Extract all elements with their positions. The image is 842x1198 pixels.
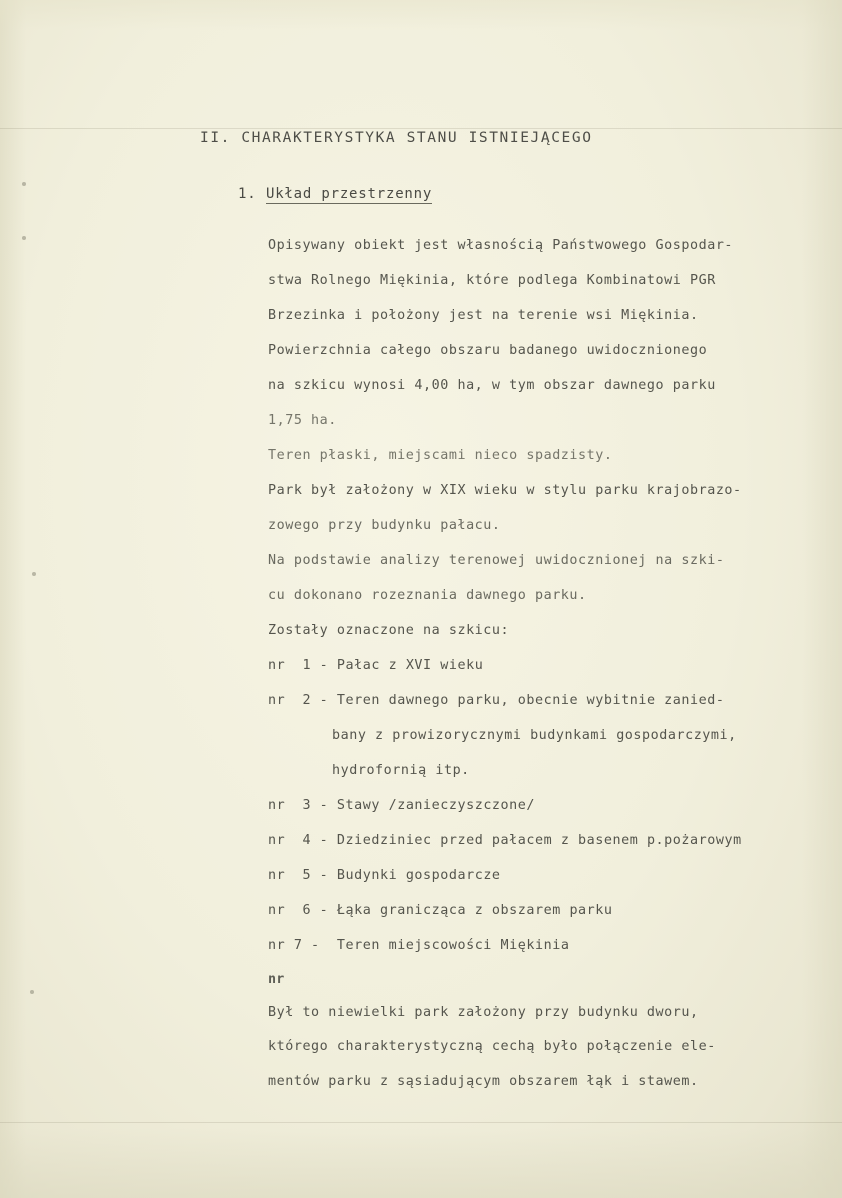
list-item [268,683,828,718]
list-item-marker: nr 5 - [268,868,329,883]
paragraph-line: Na podstawie analizy terenowej uwidocznionej na szki- [268,553,725,568]
list-item-text: Pałac z XVI wieku [336,658,484,673]
page-title-text: II. CHARAKTERYSTYKA STANU ISTNIEJĄCEGO [200,130,593,146]
paragraph-line: Teren płaski, miejscami nieco spadzisty. [268,448,613,463]
paragraph-line: Brzezinka i położony jest na terenie wsi Miękinia. [268,308,699,323]
list-item-text: Budynki gospodarcze [336,868,501,883]
list-item-marker: nr 4 - [268,833,329,848]
paragraph-line: stwa Rolnego Miękinia, które podlega Kombinatowi PGR [268,273,716,288]
closing-line: mentów parku z sąsiadującym obszarem łąk i stawem. [268,1074,699,1089]
closing-line: Był to niewielki park założony przy budynku dworu, [268,1005,699,1020]
list-item-marker: nr 3 - [268,798,329,813]
page-title [200,130,593,146]
list-item [268,858,828,893]
paragraph-line: Opisywany obiekt jest własnością Państwowego Gospodar- [268,238,734,253]
body-text [268,228,828,1099]
list-item-text: Dziedziniec przed pałacem z basenem p.pożarowym [336,833,742,848]
paragraph-line: Park był założony w XIX wieku w stylu parku krajobrazo- [268,483,742,498]
paragraph-line: Powierzchnia całego obszaru badanego uwidocznionego [268,343,708,358]
list-item [268,823,828,858]
list-item-text: Łąka granicząca z obszarem parku [336,903,613,918]
section-number: 1. [238,186,257,202]
list-item-marker: nr 6 - [268,903,329,918]
section-title: Układ przestrzenny [266,186,433,202]
list-item-text: Teren miejscowości Miękinia [328,938,570,953]
list-item-continuation: bany z prowizorycznymi budynkami gospodarczymi, [332,728,737,743]
stray-typewriter-mark: nr [268,972,285,987]
list-item [268,893,828,928]
paragraph-line: zowego przy budynku pałacu. [268,518,501,533]
list-item-text: Stawy /zanieczyszczone/ [336,798,535,813]
paragraph-line: Zostały oznaczone na szkicu: [268,623,510,638]
list-item-marker: nr 2 - [268,693,329,708]
list-item [268,928,828,963]
list-item-marker: nr 7 - [268,938,320,953]
list-item [268,788,828,823]
list-item-marker: nr 1 - [268,658,329,673]
paragraph-line: 1,75 ha. [268,413,337,428]
list-item-continuation: hydrofornią itp. [332,763,470,778]
list-item-text: Teren dawnego parku, obecnie wybitnie zanied- [336,693,725,708]
closing-line: którego charakterystyczną cechą było połączenie ele- [268,1039,716,1054]
paragraph-line: cu dokonano rozeznania dawnego parku. [268,588,587,603]
list-item [268,648,828,683]
paragraph-line: na szkicu wynosi 4,00 ha, w tym obszar dawnego parku [268,378,716,393]
